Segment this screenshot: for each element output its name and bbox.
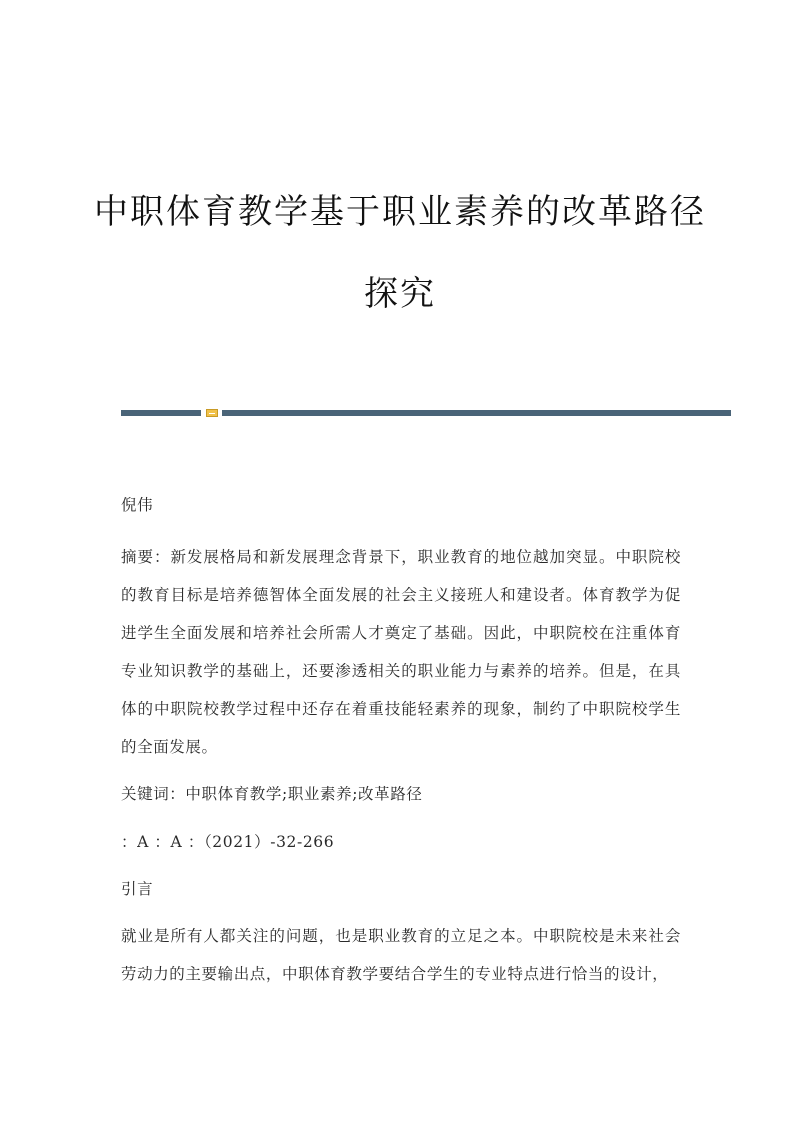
author-name: 倪伟 — [121, 496, 154, 514]
keywords-line: 关键词：中职体育教学;职业素养;改革路径 — [121, 785, 423, 803]
paper-body — [121, 486, 681, 993]
title-line-1: 中职体育教学基于职业素养的改革路径 — [94, 192, 706, 232]
section-heading-introduction: 引言 — [121, 880, 154, 898]
title-divider — [121, 409, 731, 417]
title-line-2: 探究 — [364, 274, 436, 314]
divider-bar-left — [121, 410, 201, 416]
paper-title — [0, 182, 800, 314]
divider-bar-right — [222, 410, 731, 416]
classification-line: ：A ：A ：（2021）-32-266 — [121, 833, 335, 851]
envelope-icon — [206, 409, 218, 417]
abstract-paragraph: 摘要：新发展格局和新发展理念背景下，职业教育的地位越加突显。中职院校的教育目标是培养德智体全面发展的社会主义接班人和建设者。体育教学为促进学生全面发展和培养社会所需人才奠定了基础。因此，中职院校在注重体育专业知识教学的基础上，还要渗透相关的职业能力与素养的培养。但是，在具体的中职院校教学过程中还存在着重技能轻素养的现象，制约了中职院校学生的全面发展。 — [121, 548, 681, 756]
intro-paragraph: 就业是所有人都关注的问题，也是职业教育的立足之本。中职院校是未来社会劳动力的主要输出点，中职体育教学要结合学生的专业特点进行恰当的设计， — [121, 927, 681, 983]
